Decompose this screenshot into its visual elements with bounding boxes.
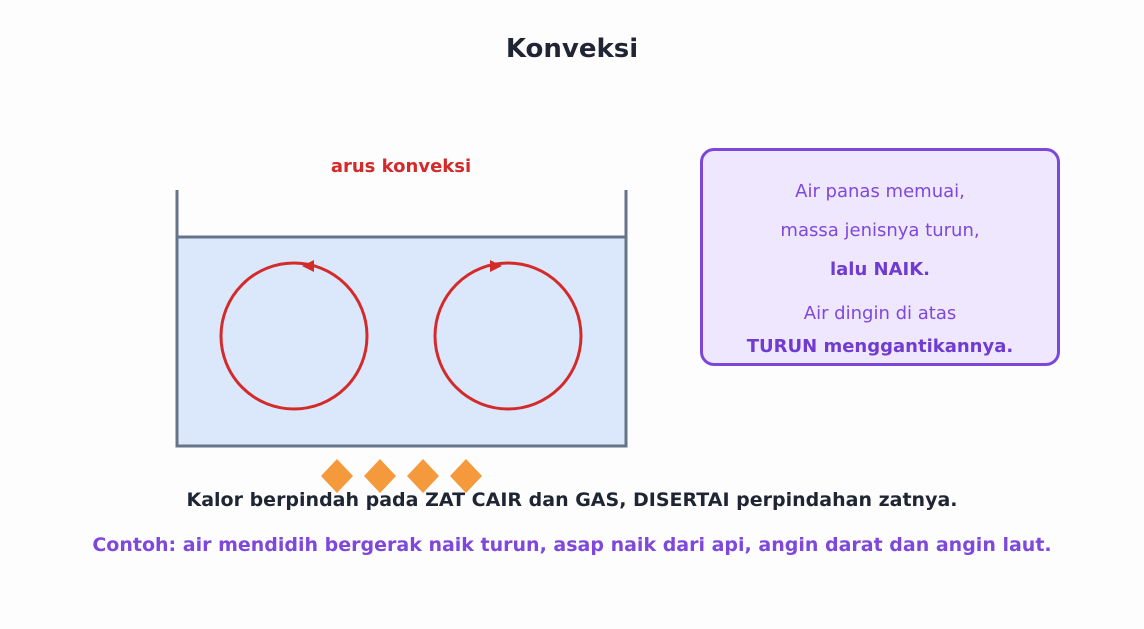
explanation-line-3: lalu NAIK. [829,259,931,280]
flame-icon [450,459,482,493]
explanation-line-2: massa jenisnya turun, [780,220,980,241]
explanation-line-4: Air dingin di atas [803,303,957,324]
explanation-line-1: Air panas memuai, [795,181,965,202]
explanation-box [700,148,1060,366]
water-body [177,237,626,446]
heat-source [321,459,482,493]
flame-icon [407,459,439,493]
definition-text: Kalor berpindah pada ZAT CAIR dan GAS, DISERTAI perpindahan zatnya. [186,489,958,511]
convection-current-label: arus konveksi [330,156,472,177]
example-text: Contoh: air mendidih bergerak naik turun, asap naik dari api, angin darat dan angin laut. [92,534,1052,556]
explanation-line-5: TURUN menggantikannya. [746,336,1014,357]
flame-icon [364,459,396,493]
page-title: Konveksi [505,34,639,64]
flame-icon [321,459,353,493]
